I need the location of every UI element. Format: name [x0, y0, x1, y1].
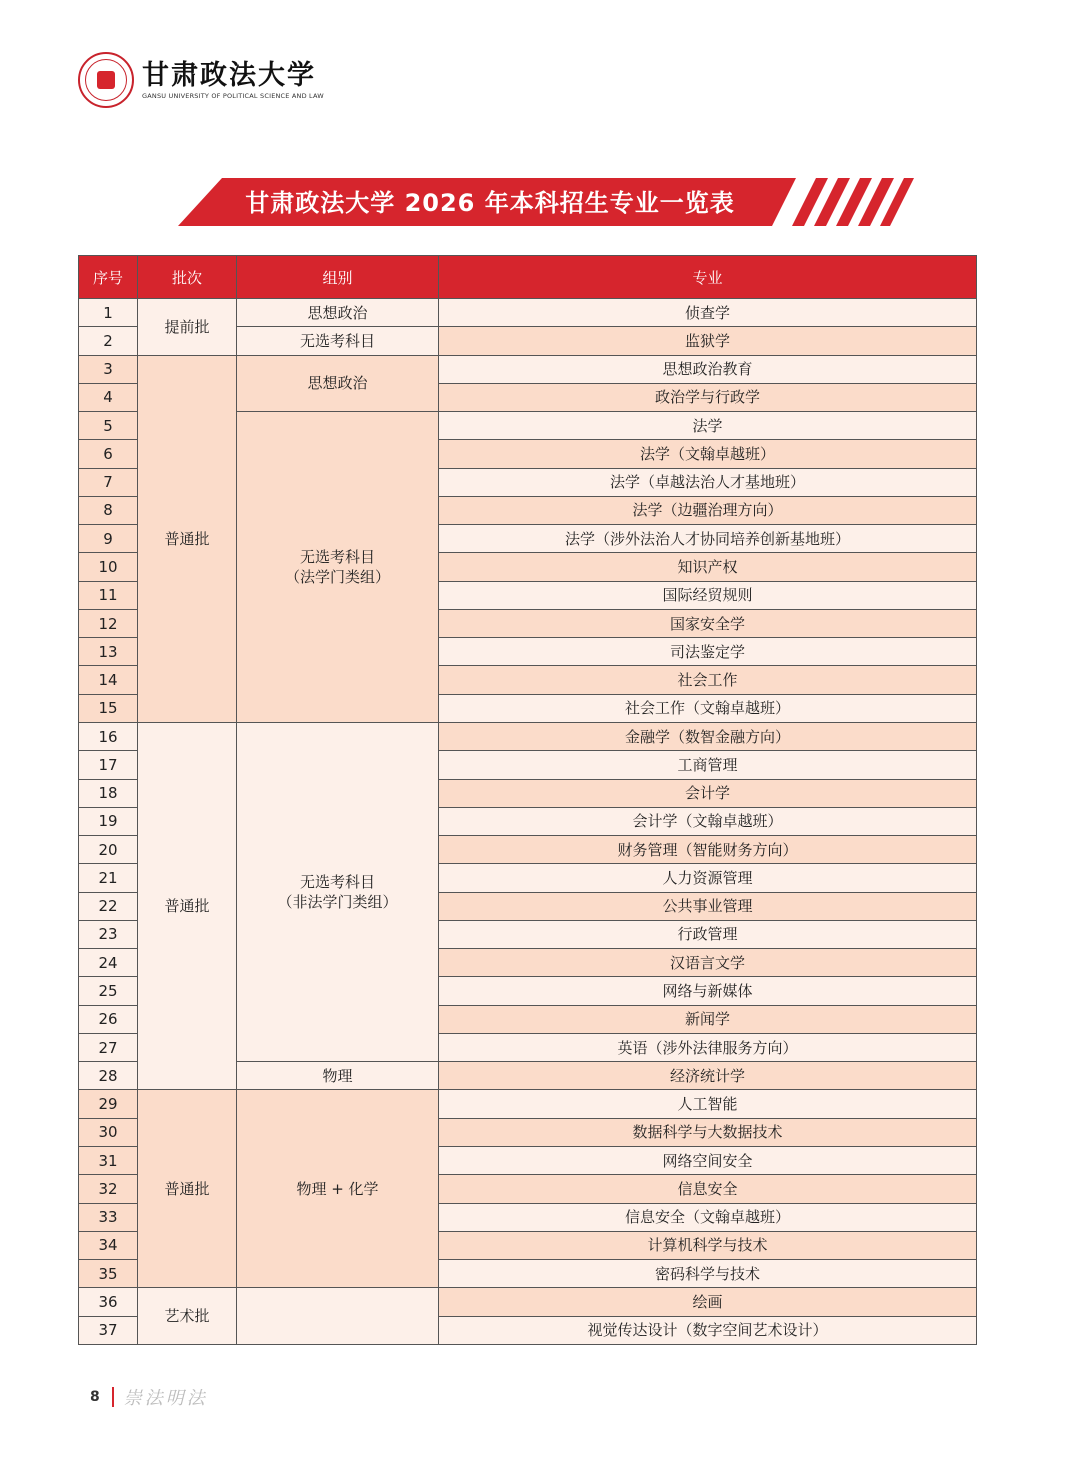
major-cell: 行政管理 — [439, 920, 977, 948]
group-cell: 物理 + 化学 — [237, 1090, 439, 1288]
major-cell: 会计学 — [439, 779, 977, 807]
major-cell: 法学（涉外法治人才协同培养创新基地班） — [439, 525, 977, 553]
major-cell: 侦查学 — [439, 299, 977, 327]
page-title: 甘肃政法大学 2026 年本科招生专业一览表 — [245, 189, 735, 217]
university-name-en: GANSU UNIVERSITY OF POLITICAL SCIENCE AND LAW — [142, 91, 324, 100]
footer-slogan: 崇法明法 — [123, 1388, 208, 1409]
row-number: 18 — [79, 779, 138, 807]
group-cell: 无选考科目 （非法学门类组） — [237, 722, 439, 1061]
row-number: 9 — [79, 525, 138, 553]
major-cell: 司法鉴定学 — [439, 638, 977, 666]
major-cell: 法学（卓越法治人才基地班） — [439, 468, 977, 496]
major-cell: 社会工作 — [439, 666, 977, 694]
major-cell: 计算机科学与技术 — [439, 1231, 977, 1259]
row-number: 14 — [79, 666, 138, 694]
row-number: 36 — [79, 1288, 138, 1316]
batch-cell: 普通批 — [138, 722, 237, 1089]
row-number: 37 — [79, 1316, 138, 1344]
group-cell — [237, 1288, 439, 1345]
row-number: 7 — [79, 468, 138, 496]
group-cell: 物理 — [237, 1062, 439, 1090]
row-number: 24 — [79, 949, 138, 977]
row-number: 21 — [79, 864, 138, 892]
major-cell: 法学 — [439, 412, 977, 440]
majors-table — [78, 255, 977, 1345]
major-cell: 国际经贸规则 — [439, 581, 977, 609]
major-cell: 财务管理（智能财务方向） — [439, 836, 977, 864]
row-number: 35 — [79, 1260, 138, 1288]
major-cell: 知识产权 — [439, 553, 977, 581]
major-cell: 监狱学 — [439, 327, 977, 355]
row-number: 16 — [79, 722, 138, 750]
row-number: 2 — [79, 327, 138, 355]
row-number: 30 — [79, 1118, 138, 1146]
table-row — [79, 1288, 977, 1316]
major-cell: 视觉传达设计（数字空间艺术设计） — [439, 1316, 977, 1344]
row-number: 22 — [79, 892, 138, 920]
batch-cell: 艺术批 — [138, 1288, 237, 1345]
row-number: 15 — [79, 694, 138, 722]
footer-divider — [112, 1387, 114, 1407]
major-cell: 法学（文翰卓越班） — [439, 440, 977, 468]
major-cell: 经济统计学 — [439, 1062, 977, 1090]
batch-cell: 普通批 — [138, 1090, 237, 1288]
batch-cell: 提前批 — [138, 299, 237, 356]
column-header-number: 序号 — [79, 256, 138, 299]
row-number: 6 — [79, 440, 138, 468]
table-row — [79, 355, 977, 383]
row-number: 29 — [79, 1090, 138, 1118]
row-number: 20 — [79, 836, 138, 864]
major-cell: 网络与新媒体 — [439, 977, 977, 1005]
major-cell: 网络空间安全 — [439, 1146, 977, 1174]
batch-cell: 普通批 — [138, 355, 237, 722]
row-number: 25 — [79, 977, 138, 1005]
row-number: 26 — [79, 1005, 138, 1033]
row-number: 5 — [79, 412, 138, 440]
row-number: 1 — [79, 299, 138, 327]
major-cell: 国家安全学 — [439, 609, 977, 637]
row-number: 10 — [79, 553, 138, 581]
column-header-major: 专业 — [439, 256, 977, 299]
row-number: 12 — [79, 609, 138, 637]
row-number: 31 — [79, 1146, 138, 1174]
table-header-row — [79, 256, 977, 299]
row-number: 28 — [79, 1062, 138, 1090]
table-row — [79, 299, 977, 327]
university-logo — [78, 52, 324, 108]
major-cell: 金融学（数智金融方向） — [439, 722, 977, 750]
major-cell: 数据科学与大数据技术 — [439, 1118, 977, 1146]
row-number: 32 — [79, 1175, 138, 1203]
row-number: 17 — [79, 751, 138, 779]
major-cell: 人力资源管理 — [439, 864, 977, 892]
group-cell: 无选考科目 （法学门类组） — [237, 412, 439, 723]
major-cell: 密码科学与技术 — [439, 1260, 977, 1288]
group-cell: 无选考科目 — [237, 327, 439, 355]
major-cell: 汉语言文学 — [439, 949, 977, 977]
major-cell: 新闻学 — [439, 1005, 977, 1033]
major-cell: 公共事业管理 — [439, 892, 977, 920]
row-number: 19 — [79, 807, 138, 835]
major-cell: 绘画 — [439, 1288, 977, 1316]
table-row — [79, 722, 977, 750]
row-number: 34 — [79, 1231, 138, 1259]
major-cell: 政治学与行政学 — [439, 383, 977, 411]
row-number: 8 — [79, 496, 138, 524]
row-number: 33 — [79, 1203, 138, 1231]
major-cell: 英语（涉外法律服务方向） — [439, 1033, 977, 1061]
column-header-group: 组别 — [237, 256, 439, 299]
major-cell: 信息安全 — [439, 1175, 977, 1203]
table-row — [79, 1090, 977, 1118]
major-cell: 工商管理 — [439, 751, 977, 779]
university-name: 甘肃政法大学 — [142, 59, 316, 91]
row-number: 11 — [79, 581, 138, 609]
major-cell: 人工智能 — [439, 1090, 977, 1118]
major-cell: 思想政治教育 — [439, 355, 977, 383]
row-number: 3 — [79, 355, 138, 383]
row-number: 23 — [79, 920, 138, 948]
university-seal-icon — [78, 52, 134, 108]
page-footer — [90, 1384, 208, 1410]
page-number: 8 — [90, 1389, 100, 1405]
group-cell: 思想政治 — [237, 355, 439, 412]
row-number: 4 — [79, 383, 138, 411]
major-cell: 会计学（文翰卓越班） — [439, 807, 977, 835]
major-cell: 法学（边疆治理方向） — [439, 496, 977, 524]
column-header-batch: 批次 — [138, 256, 237, 299]
row-number: 13 — [79, 638, 138, 666]
major-cell: 信息安全（文翰卓越班） — [439, 1203, 977, 1231]
group-cell: 思想政治 — [237, 299, 439, 327]
major-cell: 社会工作（文翰卓越班） — [439, 694, 977, 722]
row-number: 27 — [79, 1033, 138, 1061]
